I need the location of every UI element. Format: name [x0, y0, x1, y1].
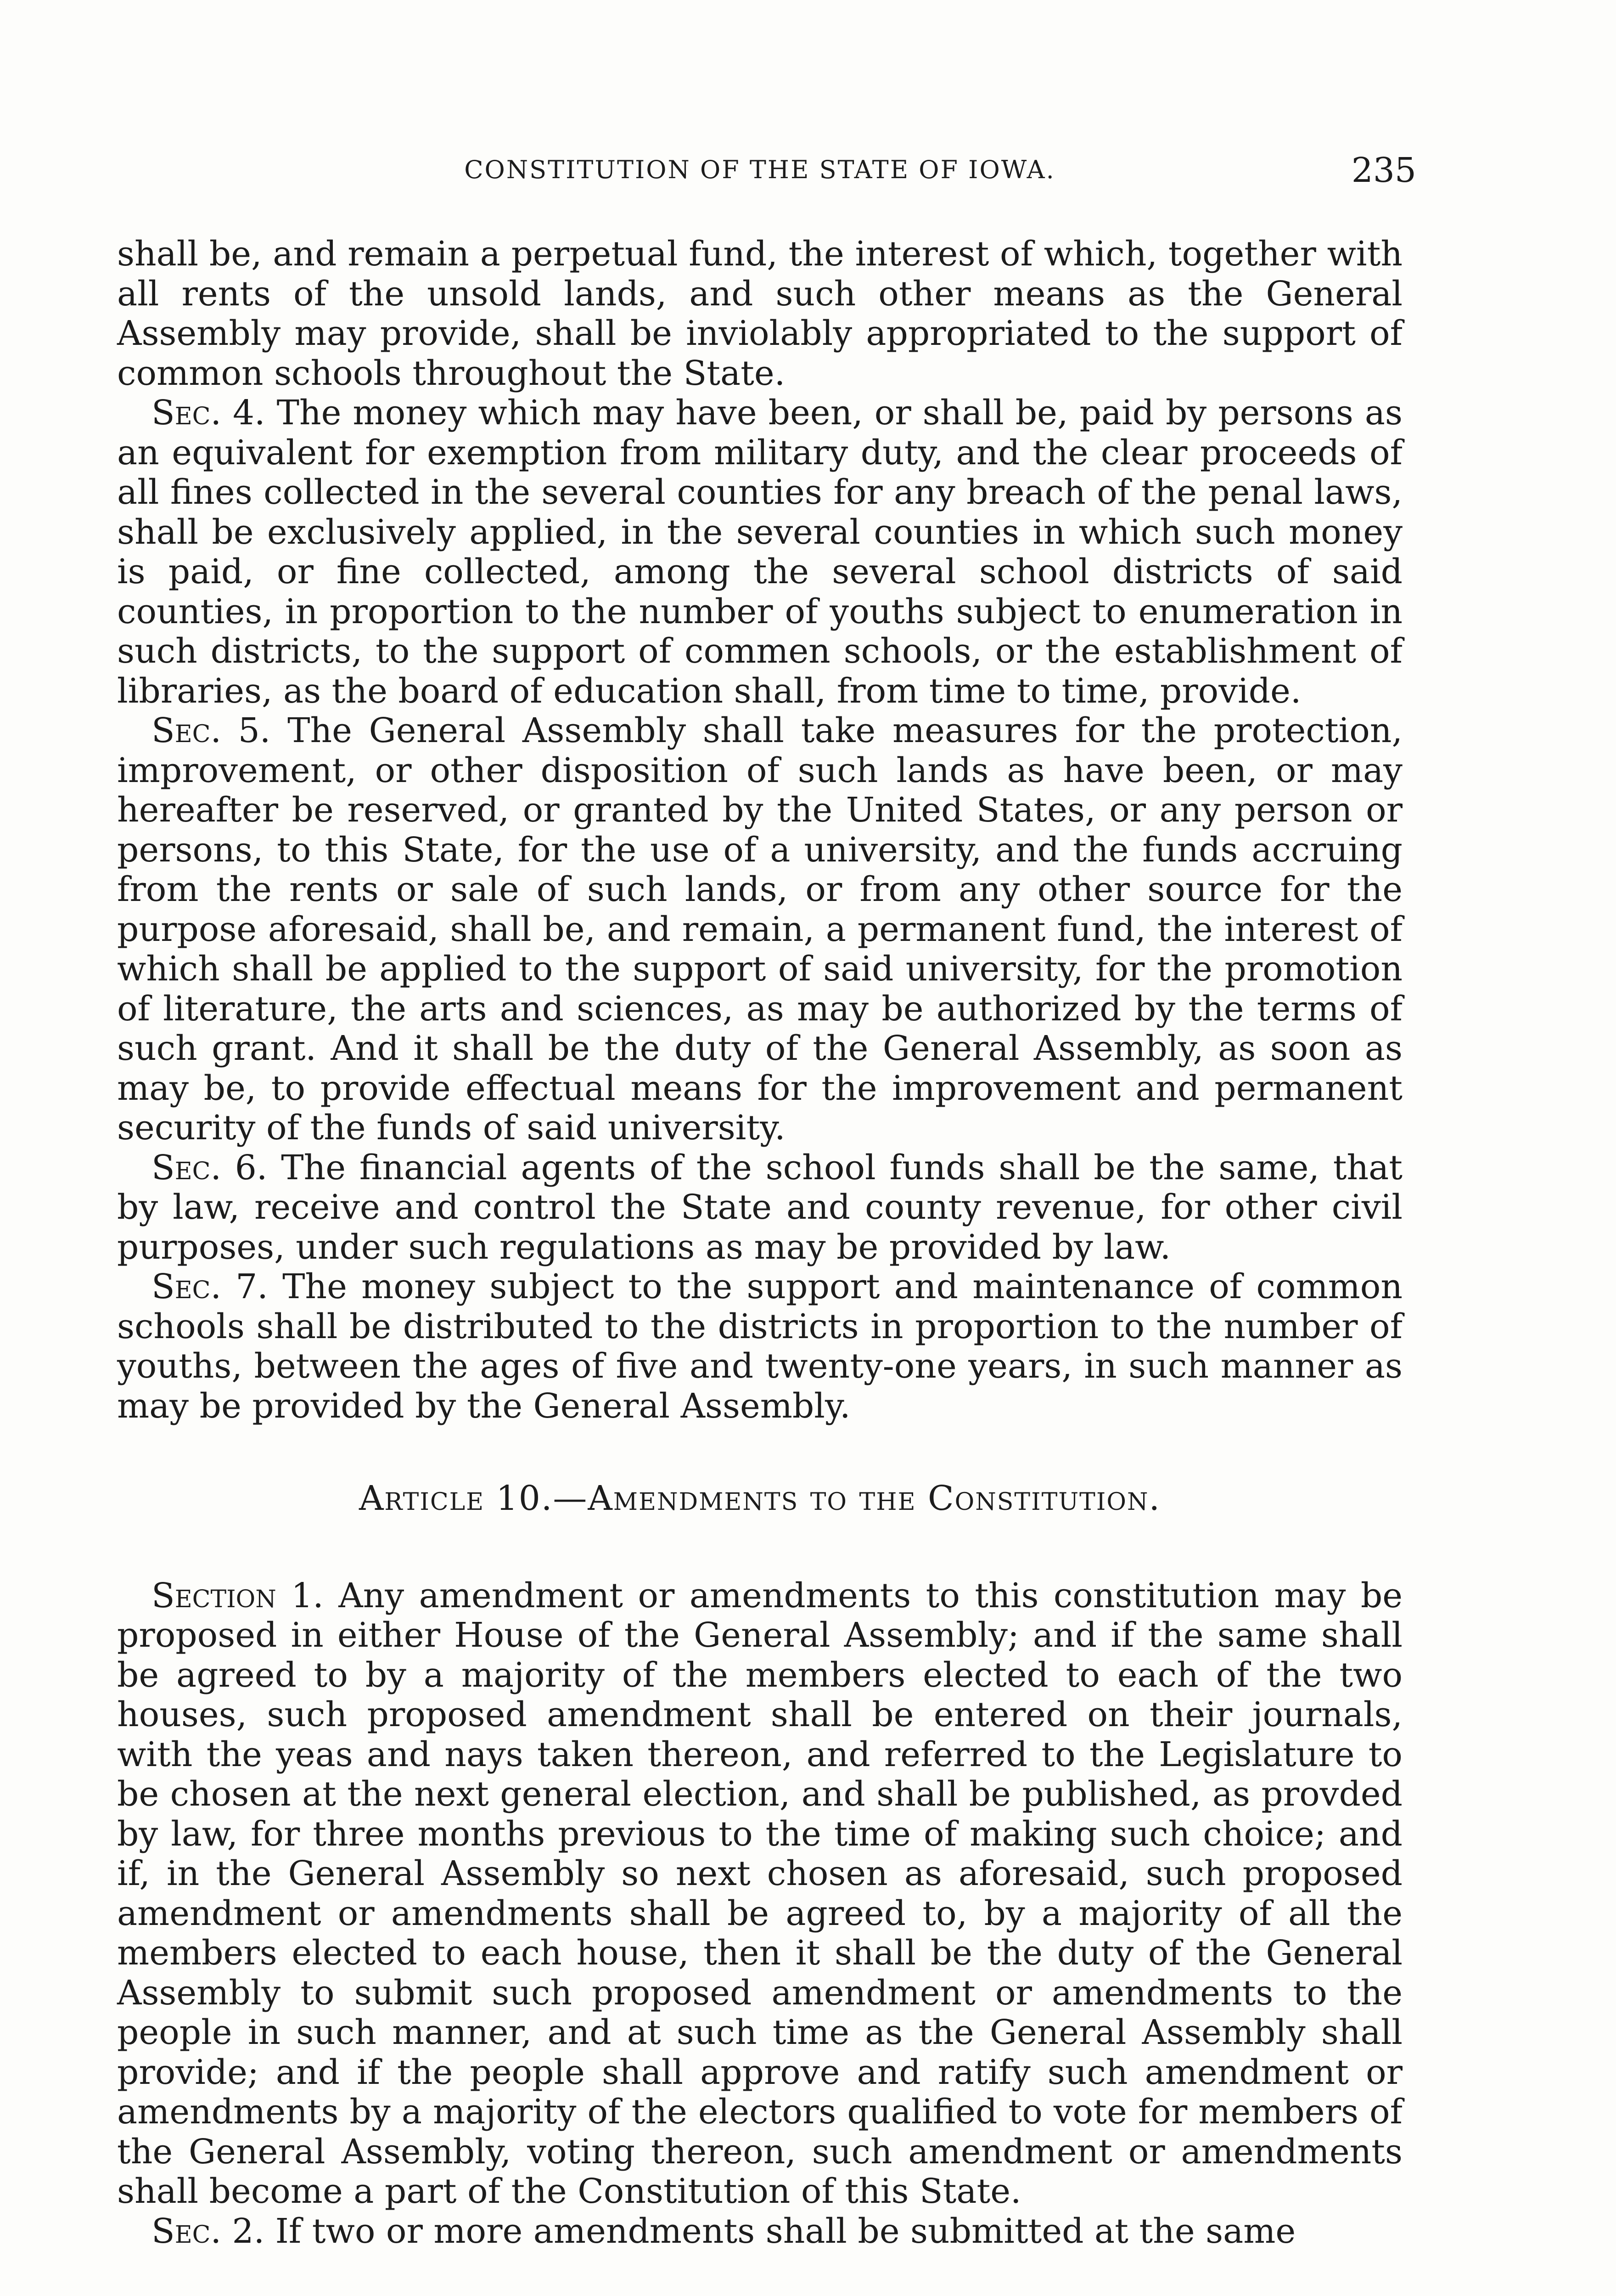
page-header — [117, 151, 1416, 206]
section-label: Sec. 2. — [152, 2211, 265, 2251]
page-body — [117, 234, 1403, 2251]
article-heading: Article 10.—Amendments to the Constitution. — [359, 1479, 1161, 1518]
paragraph-sec-2 — [117, 2212, 1403, 2251]
paragraph-text: Any amendment or amendments to this constitution may be proposed in either House of the General Assembly; and if the same shall be agreed to by a majority of the members elected to each of the two houses, such proposed amendment shall be entered on their journals, with the yeas and nays taken thereon, and referred to the Legislature to be chosen at the next general election, and shall be published, as provded by law, for three months previous to the time of making such choice; and if, in the General Assembly so next chosen as aforesaid, such proposed amendment or amendments shall be agreed to, by a majority of all the members elected to each house, then it shall be the duty of the General Assembly to submit such proposed amendment or amendments to the people in such manner, and at such time as the General Assembly shall provide; and if the people shall approve and ratify such amendment or amendments by a majority of the electors qualified to vote for members of the General Assembly, voting thereon, such amendment or amendments shall become a part of the Constitution of this State. — [117, 1576, 1403, 2211]
section-label: Sec. 6. — [152, 1148, 268, 1187]
paragraph-sec-5 — [117, 711, 1403, 1148]
running-head: CONSTITUTION OF THE STATE OF IOWA. — [464, 155, 1055, 184]
paragraph-text: shall be, and remain a perpetual fund, the interest of which, together with all rents of the unsold lands, and such other means as the General Assembly may provide, shall be inviolably appropriated to the support of common schools throughout the State. — [117, 234, 1403, 393]
paragraph-fund-continuation — [117, 234, 1403, 393]
paragraph-text: The money which may have been, or shall be, paid by persons as an equivalent for exemption from military duty, and the clear proceeds of all fines collected in the several counties for any breach of the penal laws, shall be exclusively applied, in the several counties in which such money is paid, or fine collected, among the several school districts of said counties, in proportion to the number of youths subject to enumeration in such districts, to the support of commen schools, or the establishment of libraries, as the board of education shall, from time to time, provide. — [117, 393, 1403, 711]
section-label: Section 1. — [152, 1576, 324, 1615]
paragraph-text: The General Assembly shall take measures for the protection, improvement, or other disposition of such lands as have been, or may hereafter be reserved, or granted by the United States, or any person or persons, to this State, for the use of a university, and the funds accruing from the rents or sale of such lands, or from any other source for the purpose aforesaid, shall be, and remain, a permanent fund, the interest of which shall be applied to the support of said university, for the promotion of literature, the arts and sciences, as may be authorized by the terms of such grant. And it shall be the duty of the General Assembly, as soon as may be, to provide effectual means for the improvement and permanent security of the funds of said university. — [117, 711, 1403, 1148]
paragraph-sec-6 — [117, 1148, 1403, 1267]
paragraph-sec-7 — [117, 1267, 1403, 1426]
paragraph-text: The financial agents of the school funds shall be the same, that by law, receive and control the State and county revenue, for other civil purposes, under such regulations as may be provided by law. — [117, 1148, 1403, 1267]
paragraph-text: If two or more amendments shall be submitted at the same — [275, 2211, 1296, 2251]
section-label: Sec. 7. — [152, 1267, 268, 1306]
paragraph-text: The money subject to the support and maintenance of common schools shall be distributed to the districts in proportion to the number of youths, between the ages of five and twenty-one years, in such manner as may be provided by the General Assembly. — [117, 1267, 1403, 1426]
page-number: 235 — [1351, 151, 1416, 190]
section-label: Sec. 5. — [152, 711, 271, 750]
paragraph-sec-4 — [117, 393, 1403, 711]
paragraph-section-1 — [117, 1576, 1403, 2212]
section-label: Sec. 4. — [152, 393, 265, 433]
